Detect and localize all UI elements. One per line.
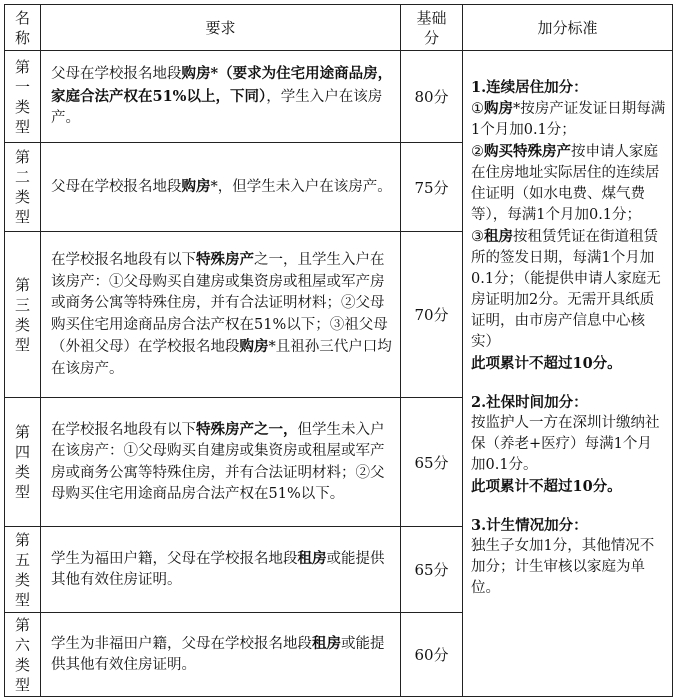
- bonus-criteria: [463, 51, 673, 697]
- bonus-section-1-item-1: ①购房*按房产证发证日期每满1个月加0.1分；: [471, 100, 666, 138]
- type-requirement: [41, 398, 401, 527]
- type-name: 第二类型: [5, 143, 41, 232]
- table-row: [5, 51, 673, 143]
- requirement-emphasis: 特殊房产: [196, 251, 254, 268]
- base-score: 65分: [401, 527, 463, 613]
- bonus-section-1-title: 1.连续居住加分：: [471, 79, 588, 96]
- bonus-section-2-cap: 此项累计不超过10分。: [471, 478, 622, 495]
- bonus-section-3-text: 独生子女加1分，其他情况不加分；计生审核以家庭为单位。: [471, 538, 655, 596]
- type-name: 第五类型: [5, 527, 41, 613]
- bonus-section-2-title: 2.社保时间加分：: [471, 394, 588, 411]
- requirement-text: 父母在学校报名地段: [51, 66, 182, 83]
- requirement-emphasis: 购房: [239, 338, 269, 355]
- requirement-text: 但学生未入户在该房产：①父母购买自建房或集资房或租屋或军产房或商务公寓等特殊住房，并有合法证明材料；②父母购买住宅用途商品房合法产权在51%以下。: [51, 421, 385, 502]
- requirement-text: 或能提供其他有效住房证明。: [51, 550, 385, 588]
- requirement-text: ，学生入户在该房产。: [51, 88, 383, 127]
- admission-score-table: [4, 4, 673, 697]
- requirement-text: 在学校报名地段有以下: [51, 421, 196, 438]
- requirement-text: 父母在学校报名地段: [51, 178, 182, 195]
- base-score: 70分: [401, 232, 463, 398]
- base-score: 65分: [401, 398, 463, 527]
- requirement-text: 在学校报名地段有以下: [51, 252, 196, 268]
- header-name: 名称: [5, 5, 41, 51]
- requirement-emphasis: 购房: [181, 177, 211, 195]
- requirement-emphasis: 租房: [297, 549, 327, 567]
- requirement-emphasis: *（要求为住宅用途商品房，家庭合法产权在51%以上，下同）: [51, 65, 393, 105]
- type-requirement: [41, 51, 401, 143]
- requirement-text: *且祖孙三代户口均在该房产。: [51, 339, 392, 377]
- requirement-text: 学生为福田户籍，父母在学校报名地段: [51, 550, 298, 567]
- type-name: 第一类型: [5, 51, 41, 143]
- requirement-text: 之一，且学生入户在该房产：①父母购买自建房或集资房或租屋或军产房或商务公寓等特殊住房，并有合法证明材料；②父母购买住宅用途商品房合法产权在51%以下；③祖父母（外祖父母）在学校报名地段: [51, 252, 388, 355]
- bonus-section-3-title: 3.计生情况加分：: [471, 517, 588, 534]
- header-requirement: 要求: [41, 5, 401, 51]
- bonus-section-1-item-3: ③租房按租赁凭证在街道租赁所的签发日期，每满1个月加0.1分；（能提供申请人家庭无房证明加2分。无需开具纸质证明，由市房产信息中心核实）: [471, 228, 661, 350]
- requirement-emphasis: 租房: [312, 634, 341, 652]
- requirement-text: 学生为非福田户籍，父母在学校报名地段: [51, 635, 312, 652]
- base-score: 80分: [401, 51, 463, 143]
- type-requirement: [41, 232, 401, 398]
- requirement-text: 或能提供其他有效住房证明。: [51, 635, 385, 673]
- type-name: 第六类型: [5, 613, 41, 697]
- header-score: 基础分: [401, 5, 463, 51]
- bonus-section-1-item-2: ②购买特殊房产按申请人家庭在住房地址实际居住的连续居住证明（如水电费、煤气费等），每满1个月加0.1分；: [471, 143, 660, 223]
- type-requirement: [41, 143, 401, 232]
- header-row: [5, 5, 673, 51]
- base-score: 60分: [401, 613, 463, 697]
- bonus-section-1-cap: 此项累计不超过10分。: [471, 355, 622, 372]
- requirement-text: *，但学生未入户在该房产。: [210, 178, 392, 195]
- requirement-emphasis: 特殊房产之一，: [196, 420, 298, 438]
- requirement-emphasis: 购房: [181, 65, 211, 83]
- base-score: 75分: [401, 143, 463, 232]
- bonus-section-2-text: 按监护人一方在深圳计缴纳社保（养老+医疗）每满1个月加0.1分。: [471, 415, 660, 473]
- type-requirement: [41, 613, 401, 697]
- type-name: 第三类型: [5, 232, 41, 398]
- header-bonus: 加分标准: [463, 5, 673, 51]
- type-name: 第四类型: [5, 398, 41, 527]
- type-requirement: [41, 527, 401, 613]
